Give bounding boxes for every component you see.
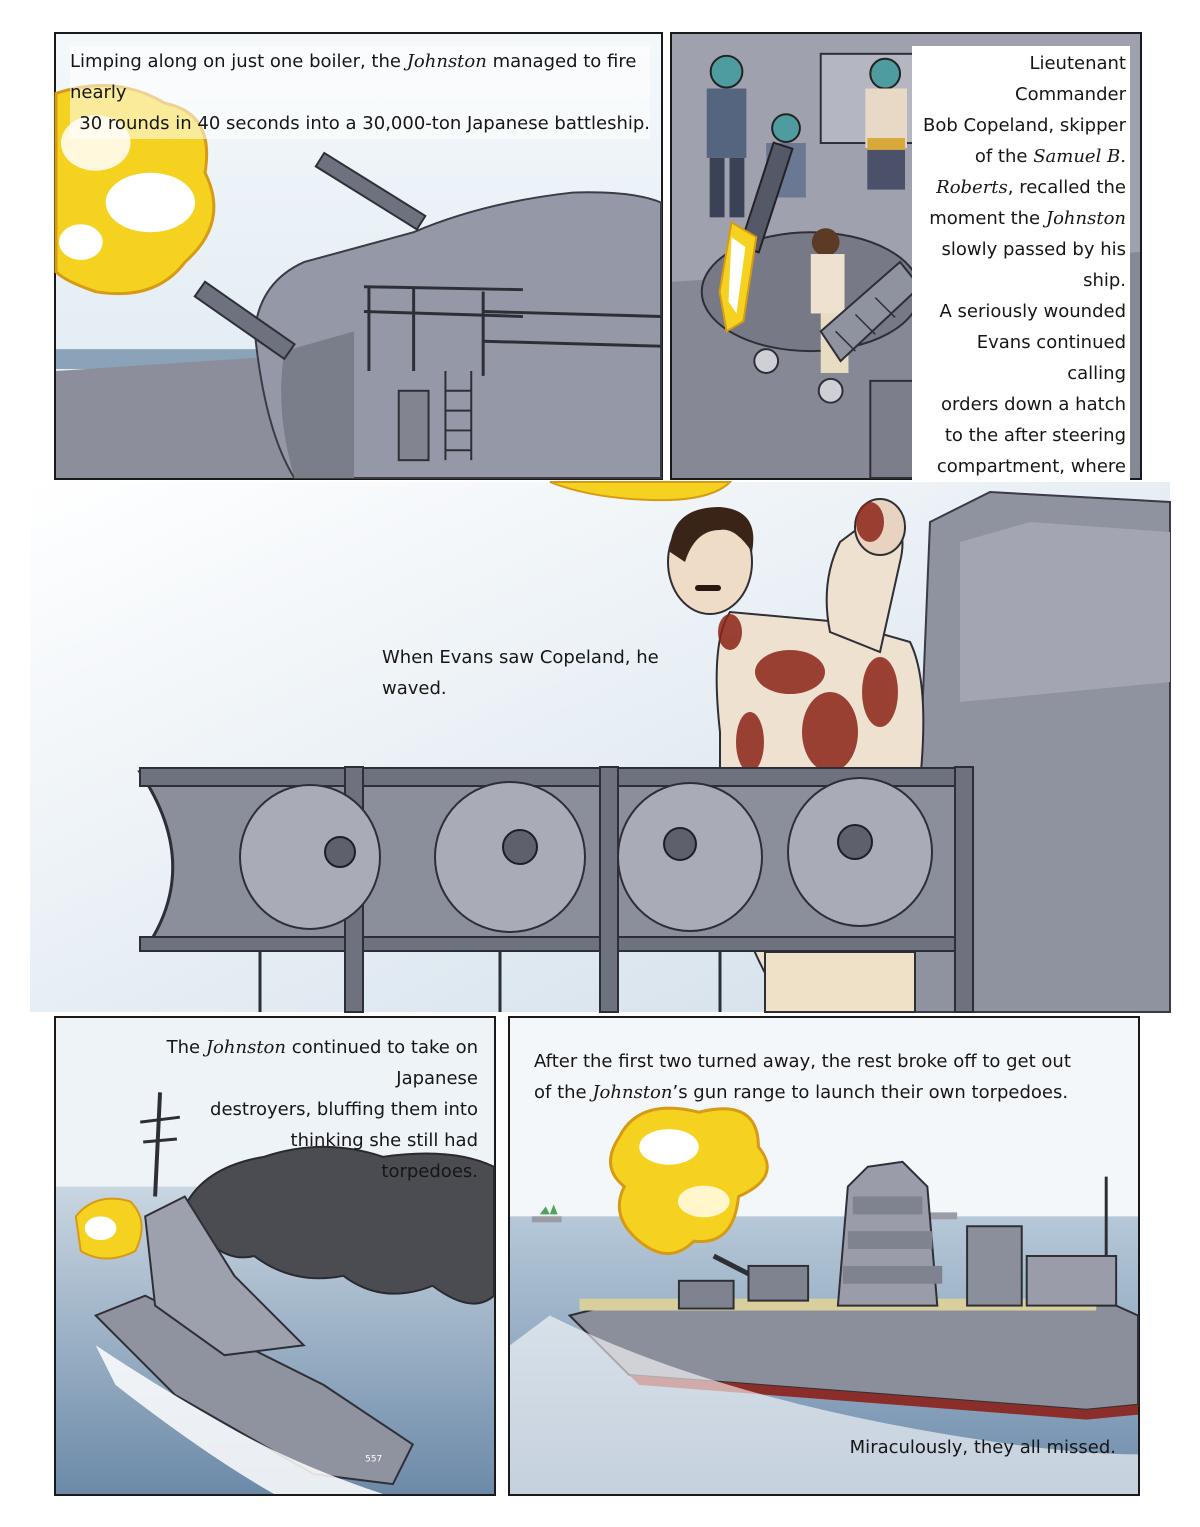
hatch-door bbox=[399, 391, 429, 460]
panel-5-japanese-battleship bbox=[508, 1016, 1140, 1496]
panel-3-evans-waving bbox=[30, 482, 1170, 1012]
distant-ship bbox=[532, 1216, 562, 1222]
panel-1-caption bbox=[70, 46, 650, 139]
funnel bbox=[967, 1226, 1022, 1305]
panel-5-caption: After the first two turned away, the rest broke off to get out of the Johnston’s gun range to launch their own torpedoes. bbox=[534, 1051, 1071, 1103]
aft-structure bbox=[1027, 1256, 1116, 1306]
hull-number: 557 bbox=[365, 1454, 383, 1465]
ship-name-johnston: Johnston bbox=[592, 1082, 673, 1103]
deck-fitting bbox=[754, 349, 778, 373]
panel-5-caption-bottom: Miraculously, they all missed. bbox=[849, 1437, 1116, 1458]
panel-1-caption-line-1: Limping along on just one boiler, the Johnston managed to fire nearly bbox=[70, 51, 637, 103]
ship-name-johnston: Johnston bbox=[406, 51, 487, 72]
evans-moustache bbox=[695, 585, 721, 591]
panel-4-caption: The Johnston continued to take on Japanese destroyers, bluffing them into thinking she still had torpedoes. bbox=[166, 1037, 478, 1182]
turret bbox=[748, 1266, 808, 1301]
panel-2-caption: Lieutenant Commander Bob Copeland, skipper of the Samuel B. Roberts, recalled the moment the Johnston slowly passed by his ship. A seriously wounded Evans continued calling orders down a hatch to the after steering compartment, where bbox=[912, 46, 1130, 577]
panel-3-art bbox=[30, 482, 1170, 1012]
panel-1-battleship-firing bbox=[54, 32, 663, 480]
turret-shadow bbox=[281, 331, 354, 478]
ship-name-johnston: Johnston bbox=[1045, 208, 1126, 229]
evans-trousers bbox=[765, 952, 915, 1012]
ship-name-samuel-b: Samuel B. bbox=[1033, 146, 1126, 167]
panel-4-johnston-smoke bbox=[54, 1016, 496, 1496]
panel-2-gun-crew bbox=[670, 32, 1142, 480]
deck-fitting bbox=[819, 379, 843, 403]
panel-1-caption-line-2: 30 rounds in 40 seconds into a 30,000-ton Japanese battleship. bbox=[79, 113, 650, 134]
ship-name-johnston: Johnston bbox=[205, 1037, 286, 1058]
ship-name-roberts: Roberts bbox=[936, 177, 1008, 198]
turret bbox=[679, 1281, 734, 1309]
panel-3-caption: When Evans saw Copeland, he waved. bbox=[382, 647, 659, 699]
